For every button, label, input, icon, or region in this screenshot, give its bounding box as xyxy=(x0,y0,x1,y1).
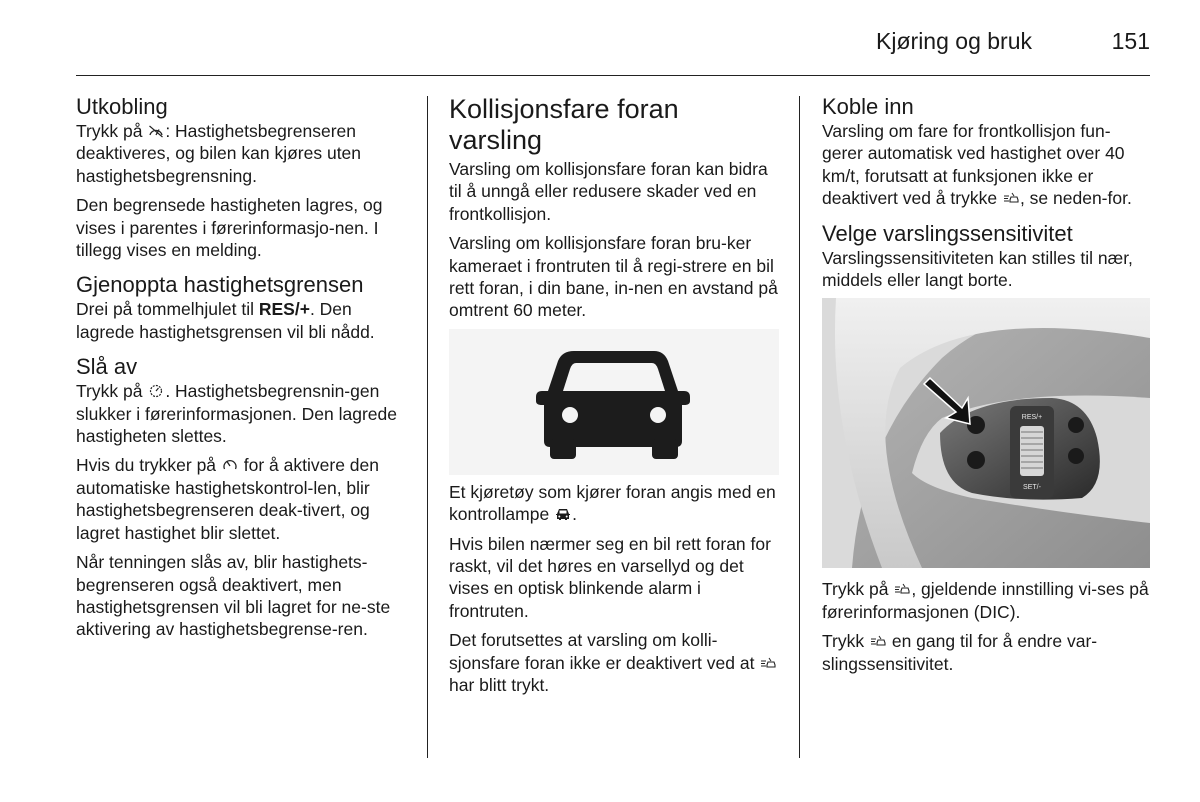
paragraph: Trykk på . Hastighetsbegrensnin-gen slukker i førerinformasjonen. Den lagrede hastigheten slettes. xyxy=(76,381,397,447)
section-sla-av xyxy=(76,354,406,640)
page-number: 151 xyxy=(1111,28,1150,54)
vehicle-ahead-icon xyxy=(555,507,571,521)
paragraph: Varsling om fare for frontkollisjon fun-gerer automatisk ved hastighet over 40 km/t, forutsatt at funksjonen ikke er deaktivert ved å trykke , se neden-for. xyxy=(822,121,1132,209)
res-label: RES/+ xyxy=(258,299,310,320)
column-divider-1 xyxy=(427,96,428,758)
column-middle xyxy=(449,94,779,704)
heading-gjenoppta: Gjenoppta hastighetsgrensen xyxy=(76,272,364,298)
section-utkobling xyxy=(76,94,406,261)
column-left xyxy=(76,94,406,652)
heading-utkobling: Utkobling xyxy=(76,94,168,119)
column-divider-2 xyxy=(799,96,800,758)
heading-sla-av: Slå av xyxy=(76,354,138,380)
paragraph: Varsling om kollisjonsfare foran kan bidra til å unngå eller redusere skader ved en frontkollisjon. xyxy=(449,159,768,224)
paragraph: Drei på tommelhjulet til RES/+. Den lagrede hastighetsgrensen vil bli nådd. xyxy=(76,299,375,342)
steering-wheel-photo xyxy=(822,298,1150,568)
set-button-label: SET/- xyxy=(1023,484,1041,492)
page-header xyxy=(76,24,1150,76)
paragraph: Trykk på : Hastighetsbegrenseren deaktiveres, og bilen kan kjøres uten hastighetsbegrensning. xyxy=(76,121,362,186)
collision-alert-icon xyxy=(1003,191,1019,205)
collision-alert-icon xyxy=(894,582,910,596)
paragraph: Trykk en gang til for å endre var-slingssensitivitet. xyxy=(822,631,1098,674)
cruise-control-icon xyxy=(222,458,238,472)
collision-alert-icon xyxy=(760,656,776,670)
paragraph: Den begrensede hastigheten lagres, og vises i parentes i førerinformasjo-nen. I tillegg vises en melding. xyxy=(76,195,383,261)
paragraph: Et kjøretøy som kjører foran angis med en kontrollampe . xyxy=(449,481,776,525)
header-divider xyxy=(76,75,1150,76)
column-right xyxy=(822,94,1150,682)
heading-velge: Velge varslingssensitivitet xyxy=(822,220,1073,246)
limiter-off-icon xyxy=(148,384,164,398)
paragraph: Hvis bilen nærmer seg en bil rett foran for raskt, vil det høres en varsellyd og det vises en optisk blinkende alarm i frontruten. xyxy=(449,533,771,621)
paragraph: Når tenningen slås av, blir hastighets-begrenseren også deaktivert, men hastighetsgrensen vil bli lagret for ne-ste aktivering av hastighetsbegrense-ren. xyxy=(76,552,391,640)
steering-wheel-figure xyxy=(822,298,1150,568)
paragraph: Hvis du trykker på for å aktivere den automatiske hastighetskontrol-len, blir hastighetsbegrenseren deak-tivert, og lagret hastighet blir slettet. xyxy=(76,455,379,543)
heading-koble-inn: Koble inn xyxy=(822,94,914,119)
vehicle-ahead-figure xyxy=(449,329,779,475)
vehicle-ahead-icon xyxy=(534,343,694,459)
chapter-title: Kjøring og bruk xyxy=(876,28,1032,54)
heading-kollisjonsfare: Kollisjonsfare foran varsling xyxy=(449,94,679,155)
res-button-label: RES/+ xyxy=(1021,414,1043,422)
collision-alert-icon xyxy=(870,634,886,648)
section-gjenoppta xyxy=(76,272,406,343)
paragraph: Trykk på , gjeldende innstilling vi-ses på førerinformasjonen (DIC). xyxy=(822,579,1149,622)
section-koble-inn xyxy=(822,94,1150,210)
paragraph: Varslingssensitiviteten kan stilles til nær, middels eller langt borte. xyxy=(822,247,1133,291)
paragraph: Det forutsettes at varsling om kolli-sjonsfare foran ikke er deaktivert ved at har blitt trykt. xyxy=(449,629,779,696)
speed-limiter-icon xyxy=(148,124,164,138)
paragraph: Varsling om kollisjonsfare foran bru-ker kameraet i frontruten til å regi-strere en bil rett foran, i din bane, in-nen en avstand på omtrent 60 meter. xyxy=(449,233,778,321)
section-velge xyxy=(822,221,1150,675)
